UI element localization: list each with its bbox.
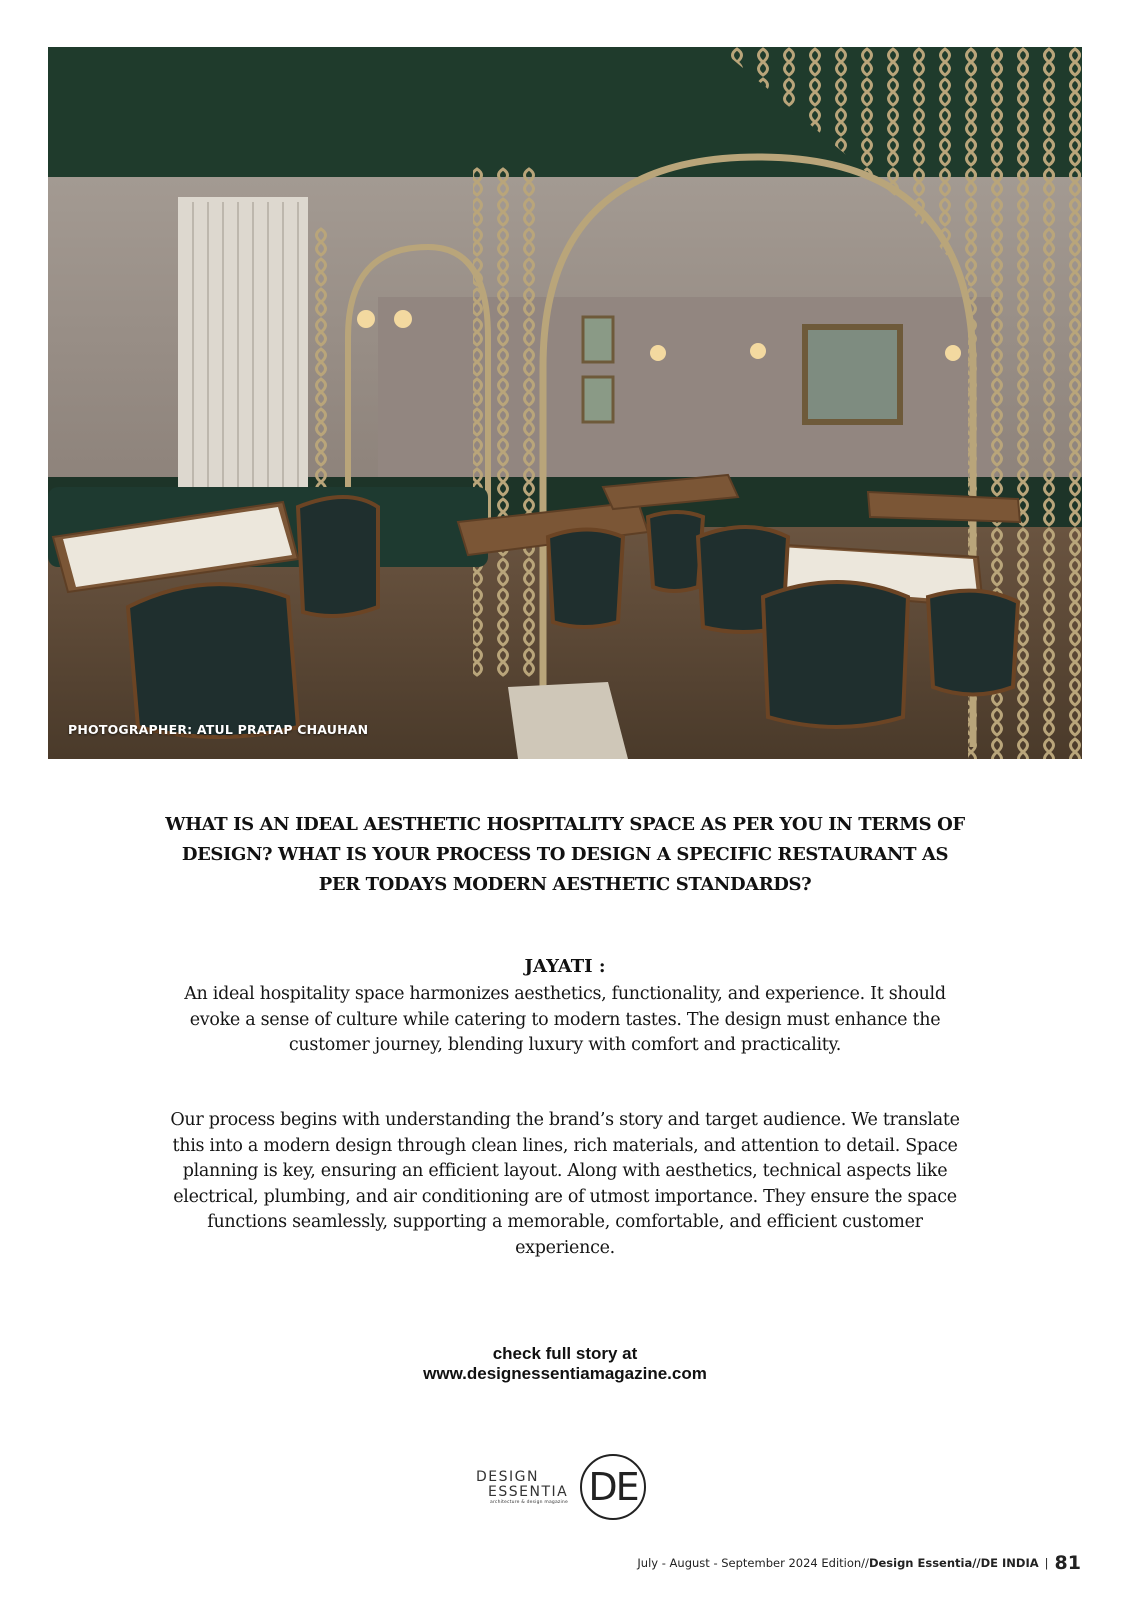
logo-word-design: DESIGN xyxy=(476,1469,539,1485)
logo-tagline: architecture & design magazine xyxy=(490,1500,568,1505)
design-essentia-logo xyxy=(472,1450,652,1526)
cta-text: check full story at xyxy=(492,1344,638,1363)
speaker-label: JAYATI : xyxy=(524,956,606,977)
edition-text: July - August - September 2024 Edition// xyxy=(637,1556,869,1570)
logo-word-essentia: ESSENTIA xyxy=(488,1484,569,1500)
restaurant-photo xyxy=(48,47,1082,759)
full-story-callout xyxy=(300,1344,830,1384)
footer-separator: | xyxy=(1044,1556,1049,1570)
page-footer xyxy=(637,1552,1081,1574)
photo-credit: PHOTOGRAPHER: ATUL PRATAP CHAUHAN xyxy=(68,722,369,737)
answer-paragraph-2: Our process begins with understanding the brand’s story and target audience. We translate this into a modern design through clean lines, rich materials, and attention to detail. Space planning is key, ensuring an efficient layout. Along with aesthetics, technical aspects like electrical, plumbing, and air conditioning are of utmost importance. They ensure the space functions seamlessly, supporting a memorable, comfortable, and efficient customer experience. xyxy=(170,1110,960,1258)
answer-paragraph-1: An ideal hospitality space harmonizes aesthetics, functionality, and experience. It should evoke a sense of culture while catering to modern tastes. The design must enhance the customer journey, blending luxury with comfort and practicality. xyxy=(184,984,946,1055)
logo-de-mark: DE xyxy=(580,1454,646,1520)
restaurant-interior-illustration xyxy=(48,47,1082,759)
website-link[interactable]: www.designessentiamagazine.com xyxy=(423,1364,707,1383)
logo-wordmark xyxy=(476,1470,576,1505)
page-number: 81 xyxy=(1054,1552,1081,1574)
interview-question: WHAT IS AN IDEAL AESTHETIC HOSPITALITY SPACE AS PER YOU IN TERMS OF DESIGN? WHAT IS YOUR PROCESS TO DESIGN A SPECIFIC RESTAURANT AS PER TODAYS MODERN AESTHETIC STANDARDS? xyxy=(165,814,965,895)
magazine-brand: Design Essentia//DE INDIA xyxy=(868,1556,1039,1570)
